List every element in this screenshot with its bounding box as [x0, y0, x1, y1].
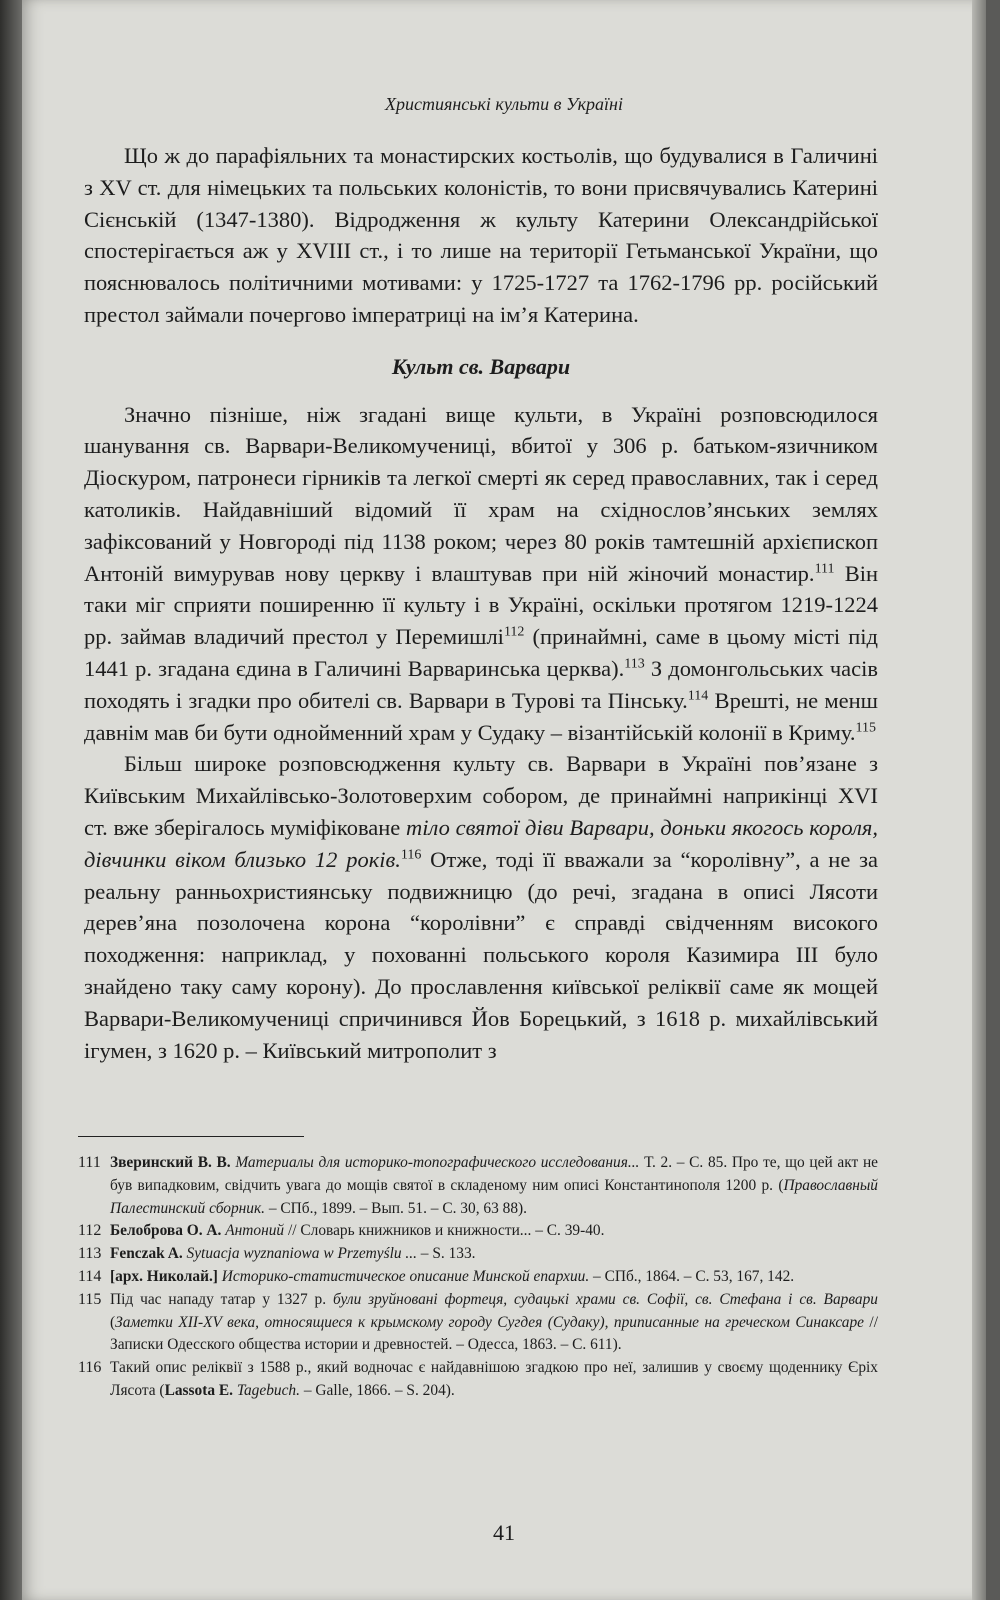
book-page [22, 0, 986, 1600]
footnote-title: Историко-статистическое описание Минской епархии. [221, 1267, 590, 1285]
paragraph-text: Значно пізніше, ніж згадані вище культи, в Україні розповсюдилося шанування св. Варвари-Великомучениці, вбитої у 306 р. батьком-язичником Діоскуром, патронеси гірників та легкої смерті як серед православних, так і серед католиків. Найдавніший відомий її храм на східнослов’янських землях зафіксований у Новгороді під 1138 роком; через 80 років тамтешній архієпископ Антоній вимурував нову церкву і влаштував при ній жіночий монастир. [84, 401, 878, 586]
footnote-author: Белоброва О. А. [110, 1222, 222, 1240]
paragraph-text: Він таки міг сприяти поширенню її культу і в Україні, оскільки протягом 1219-1224 рр. займав владичий престол у Перемишлі [84, 560, 878, 650]
footnote-rest: // Словарь книжников и книжности... – С. 39-40. [284, 1222, 605, 1240]
footnote-title: Антоний [225, 1222, 285, 1240]
footnote-number: 113 [78, 1245, 102, 1263]
main-text [84, 140, 878, 1066]
footnote-ref-111: 111 [814, 561, 835, 577]
footnote-rest: – Galle, 1866. – S. 204). [299, 1381, 455, 1399]
paragraph-text: Врешті, не менш давнім мав би бути однойменний храм у Судаку – візантійській колонії в Криму. [84, 687, 879, 745]
footnote-text [110, 1357, 878, 1403]
footnote-number: 116 [78, 1359, 102, 1377]
footnote-lead: Під час нападу татар у 1327 р. [110, 1290, 333, 1308]
footnote-author: [арх. Николай.] [110, 1267, 218, 1285]
book-spine-shadow [0, 0, 22, 1600]
footnote-separator [78, 1136, 304, 1137]
paragraph-text: З домонгольських часів походять і згадки про обителі св. Варвари в Турові та Пінську. [84, 655, 878, 713]
footnote-text [110, 1243, 878, 1266]
footnotes [78, 1152, 878, 1403]
footnote-115 [78, 1289, 878, 1357]
footnote-113 [78, 1243, 878, 1266]
page-edge [972, 0, 986, 1600]
footnote-lead: Такий опис реліквії з 1588 р., який водночас є найдавнішою згадкою про неї, залишив у своєму щоденнику Єріх Лясота ( [110, 1359, 878, 1399]
footnote-text [110, 1289, 878, 1357]
footnote-title: Заметки XII-XV века, относящиеся к крымскому городу Сугдея (Судаку), приписанные на греческом Синаксаре [115, 1313, 864, 1331]
running-head: Християнські культи в Україні [385, 94, 623, 114]
paragraph-barbara-origins [84, 399, 878, 749]
footnote-author: Fenczak A. [110, 1245, 183, 1263]
footnote-author: Зверинский В. В. [110, 1154, 231, 1171]
footnote-number: 112 [78, 1222, 102, 1240]
paragraph-text: Більш широке розповсюдження культу св. Варвари в Україні пов’язане з Київським Михайлівсько-Золотоверхим собором, де принаймні наприкінці XVI ст. вже зберігалось муміфіковане [84, 751, 878, 840]
footnote-rest: ( [110, 1313, 116, 1331]
footnote-rest: – S. 133. [416, 1245, 476, 1263]
footnote-rest: – СПб., 1864. – С. 53, 167, 142. [589, 1267, 795, 1285]
page-number: 41 [493, 1520, 515, 1545]
footnote-title: Sytuacja wyznaniowa w Przemyślu ... [186, 1245, 417, 1263]
footnote-title: Православный Палестинский сборник. [110, 1176, 878, 1217]
italic-quote: тіло святої діви Варвари, доньки якогось короля, дівчинки віком близько 12 років. [84, 814, 878, 872]
footnote-number: 111 [78, 1154, 101, 1171]
footnote-title: Tagebuch. [236, 1381, 300, 1399]
paragraph-text: Отже, тоді її вважали за “королівну”, а не за реальну ранньохристиянську подвижницю (до речі, згадана в описі Лясоти дерев’яна позолочена корона “королівни” є справді свідченням високого походження: наприклад, у похованні польського короля Казимира III було знайдено таку саму корону). До прославлення київської реліквії саме як мощей Варвари-Великомучениці спричинився Йов Борецький, з 1618 р. михайлівський ігумен, з 1620 р. – Київський митрополит з [84, 846, 878, 1063]
footnote-114 [78, 1266, 878, 1289]
footnote-title: Материалы для историко-топографического исследования... [235, 1154, 640, 1171]
footnote-111 [78, 1152, 878, 1220]
footnote-rest: – СПб., 1899. – Вып. 51. – С. 30, 63 88). [265, 1199, 527, 1217]
footnote-text [110, 1220, 878, 1243]
section-heading: Культ св. Варвари [391, 353, 571, 379]
paragraph-barbara-kyiv [84, 748, 878, 1066]
footnote-author: Lassota E. [164, 1381, 233, 1399]
footnote-116 [78, 1357, 878, 1403]
footnote-ref-113: 113 [624, 656, 645, 672]
footnote-ref-114: 114 [687, 688, 709, 704]
footnote-ref-112: 112 [503, 624, 525, 640]
footnote-rest: // Записки Одесского общества истории и древностей. – Одесса, 1863. – С. 611). [110, 1313, 878, 1354]
footnote-text [110, 1152, 878, 1220]
footnote-rest: Т. 2. – С. 85. Про те, що цей акт не був випадковим, свідчить увага до мощів святої в складеному ним описі Константинополя 1200 р. ( [110, 1154, 879, 1194]
footnote-number: 114 [78, 1267, 102, 1285]
paragraph-catherine: Що ж до парафіяльних та монастирских костьолів, що будувалися в Галичині з XV ст. для німецьких та польських колоністів, то вони присвячувались Катерині Сієнській (1347-1380). Відродження ж культу Катерини Олександрійської спостерігається аж у XVIII ст., і то лише на території Гетьманської України, що пояснювалось політичними мотивами: у 1725-1727 та 1762-1796 рр. російський престол займали почергово імператриці на ім’я Катерина. [84, 143, 878, 327]
footnote-number: 115 [78, 1290, 102, 1308]
footnote-112 [78, 1220, 878, 1243]
paragraph-text: (принаймні, саме в цьому місті під 1441 р. згадана єдина в Галичині Варваринська церква). [84, 624, 879, 681]
footnote-ref-116: 116 [400, 847, 422, 863]
footnote-title: були зруйновані фортеця, судацькі храми св. Софії, св. Стефана і св. Варвари [332, 1290, 878, 1308]
footnote-text [110, 1266, 878, 1289]
footnote-ref-115: 115 [855, 720, 876, 736]
